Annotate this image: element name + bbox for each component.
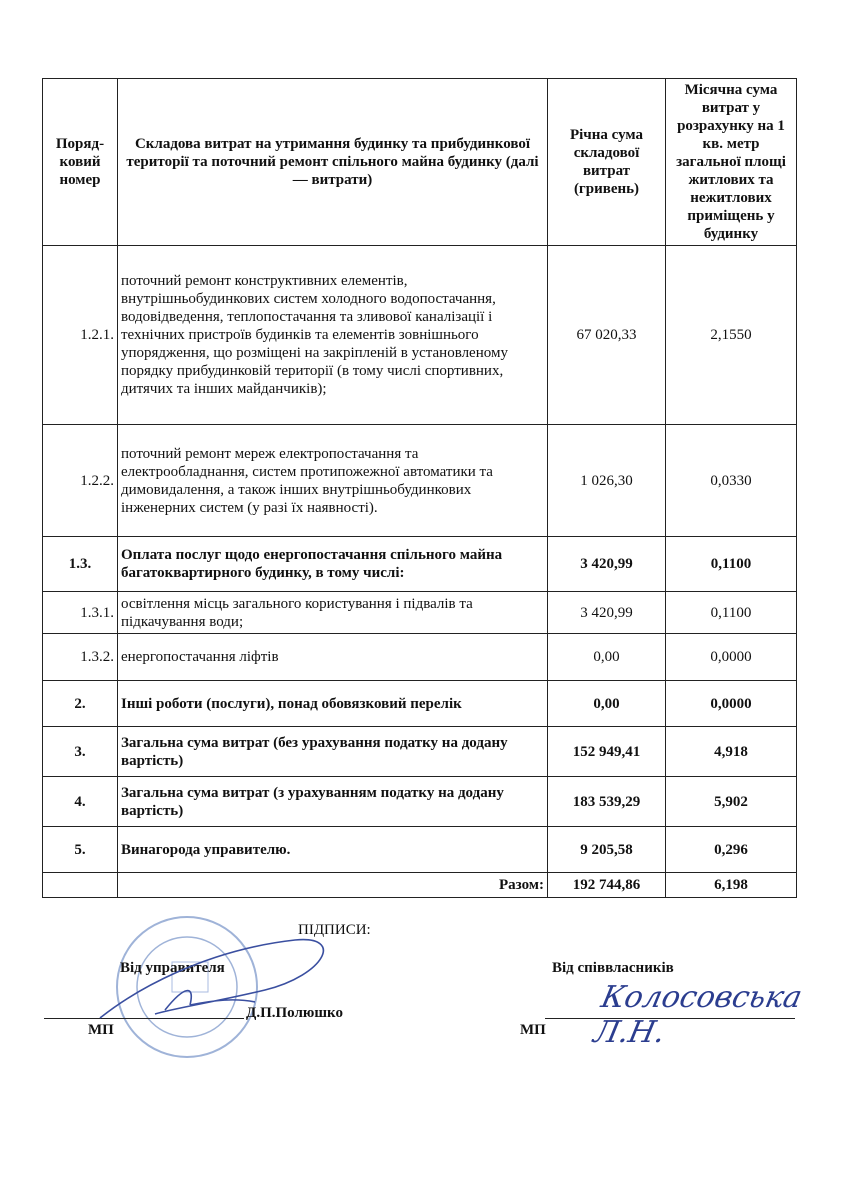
row-monthly: 0,296 bbox=[666, 827, 797, 873]
row-annual: 183 539,29 bbox=[548, 777, 666, 827]
total-empty-cell bbox=[43, 873, 118, 898]
row-number: 1.2.1. bbox=[43, 246, 118, 425]
owners-signature: Колосовська Л.Н. bbox=[590, 980, 806, 1050]
row-number: 3. bbox=[43, 727, 118, 777]
total-label: Разом: bbox=[118, 873, 548, 898]
table-row bbox=[43, 537, 797, 592]
manager-name: Д.П.Полюшко bbox=[246, 1005, 343, 1021]
header-annual: Річна сума складової витрат (гривень) bbox=[548, 79, 666, 246]
header-description: Складова витрат на утримання будинку та прибудинкової території та поточний ремонт спільного майна будинку (далі — витрати) bbox=[118, 79, 548, 246]
row-annual: 3 420,99 bbox=[548, 537, 666, 592]
row-description: енергопостачання ліфтів bbox=[118, 634, 548, 681]
row-annual: 67 020,33 bbox=[548, 246, 666, 425]
row-description: Інші роботи (послуги), понад обовязковий перелік bbox=[118, 681, 548, 727]
table-row bbox=[43, 727, 797, 777]
table-row bbox=[43, 827, 797, 873]
cost-table bbox=[42, 78, 797, 898]
row-annual: 9 205,58 bbox=[548, 827, 666, 873]
row-monthly: 4,918 bbox=[666, 727, 797, 777]
row-number: 1.3.1. bbox=[43, 592, 118, 634]
table-row bbox=[43, 777, 797, 827]
row-description: поточний ремонт мереж електропостачання та електрообладнання, систем протипожежної автоматики та димовидалення, а також інших внутрішньобудинкових інженерних систем (у разі їх наявності). bbox=[118, 425, 548, 537]
total-monthly: 6,198 bbox=[666, 873, 797, 898]
row-monthly: 0,0000 bbox=[666, 681, 797, 727]
mp-right: МП bbox=[520, 1022, 546, 1038]
row-monthly: 0,1100 bbox=[666, 592, 797, 634]
table-row bbox=[43, 592, 797, 634]
row-description: Винагорода управителю. bbox=[118, 827, 548, 873]
manager-label: Від управителя bbox=[120, 960, 225, 976]
manager-signature-icon bbox=[95, 930, 340, 1025]
row-number: 1.3.2. bbox=[43, 634, 118, 681]
row-annual: 152 949,41 bbox=[548, 727, 666, 777]
total-row bbox=[43, 873, 797, 898]
row-description: поточний ремонт конструктивних елементів, внутрішньобудинкових систем холодного водопостачання, водовідведення, теплопостачання та зливової каналізації і технічних пристроїв будинків та елементів зовнішнього упорядження, що розміщені на закріпленій в установленому порядку прибудинковій території (в тому числі спортивних, дитячих та інших майданчиків); bbox=[118, 246, 548, 425]
row-description: освітлення місць загального користування і підвалів та підкачування води; bbox=[118, 592, 548, 634]
row-number: 1.2.2. bbox=[43, 425, 118, 537]
row-annual: 0,00 bbox=[548, 634, 666, 681]
row-monthly: 0,0330 bbox=[666, 425, 797, 537]
row-monthly: 5,902 bbox=[666, 777, 797, 827]
row-description: Оплата послуг щодо енергопостачання спільного майна багатоквартирного будинку, в тому числі: bbox=[118, 537, 548, 592]
total-annual: 192 744,86 bbox=[548, 873, 666, 898]
row-monthly: 0,0000 bbox=[666, 634, 797, 681]
row-description: Загальна сума витрат (з урахуванням податку на додану вартість) bbox=[118, 777, 548, 827]
owners-label: Від співвласників bbox=[552, 960, 674, 976]
row-monthly: 0,1100 bbox=[666, 537, 797, 592]
header-row bbox=[43, 79, 797, 246]
row-annual: 0,00 bbox=[548, 681, 666, 727]
table-row bbox=[43, 246, 797, 425]
row-number: 5. bbox=[43, 827, 118, 873]
row-description: Загальна сума витрат (без урахування податку на додану вартість) bbox=[118, 727, 548, 777]
row-annual: 3 420,99 bbox=[548, 592, 666, 634]
row-number: 1.3. bbox=[43, 537, 118, 592]
signatures-title: ПІДПИСИ: bbox=[298, 922, 371, 938]
table-row bbox=[43, 634, 797, 681]
mp-left: МП bbox=[88, 1022, 114, 1038]
row-annual: 1 026,30 bbox=[548, 425, 666, 537]
row-number: 4. bbox=[43, 777, 118, 827]
row-monthly: 2,1550 bbox=[666, 246, 797, 425]
table-row bbox=[43, 681, 797, 727]
header-monthly: Місячна сума витрат у розрахунку на 1 кв. метр загальної площі житлових та нежитлових приміщень у будинку bbox=[666, 79, 797, 246]
row-number: 2. bbox=[43, 681, 118, 727]
header-number: Поряд-ковий номер bbox=[43, 79, 118, 246]
table-row bbox=[43, 425, 797, 537]
